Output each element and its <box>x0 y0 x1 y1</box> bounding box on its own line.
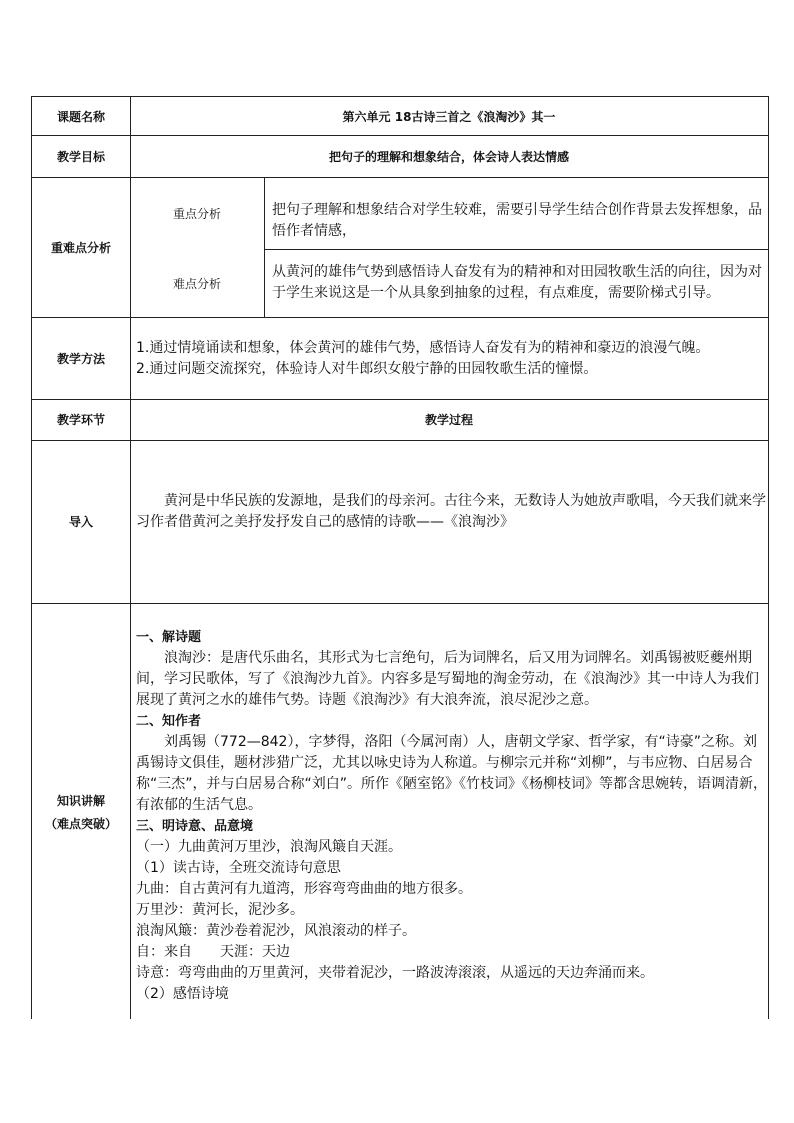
row-divider <box>264 249 768 250</box>
course-name-value: 第六单元 18古诗三首之《浪淘沙》其一 <box>342 109 556 124</box>
knowledge-sublabel: （难点突破） <box>44 817 117 831</box>
lesson-plan-table <box>31 96 769 1019</box>
objective-value: 把句子的理解和想象结合，体会诗人表达情感 <box>328 149 569 164</box>
knowledge-content <box>136 627 768 1005</box>
knowledge-label-block <box>32 787 130 837</box>
method-label: 教学方法 <box>56 351 105 366</box>
step-line: （1）读古诗，全班交流诗句意思 <box>136 860 341 876</box>
method-text <box>136 338 766 380</box>
poem-line: （一）九曲黄河万里沙，浪淘风簸自天涯。 <box>136 839 402 855</box>
note-line: 浪淘风簸：黄沙卷着泥沙，风浪滚动的样子。 <box>136 923 416 939</box>
row-divider <box>32 440 768 441</box>
key-analysis-label: 重点分析 <box>172 206 221 221</box>
method-line: 2.通过问题交流探究，体验诗人对牛郎织女般宁静的田园牧歌生活的憧憬。 <box>136 361 598 377</box>
section-title: 三、明诗意、品意境 <box>136 819 254 834</box>
key-analysis-text: 把句子理解和想象结合对学生较难，需要引导学生结合创作背景去发挥想象，品悟作者情感， <box>272 202 762 239</box>
section-text: 浪淘沙：是唐代乐曲名，其形式为七言绝句，后为词牌名，后又用为词牌名。刘禹锡被贬夔州期间，学习民歌体，写了《浪淘沙九首》。内容多是写蜀地的淘金劳动，在《浪淘沙》其一中诗人为我们展现了黄河之水的雄伟气势。诗题《浪淘沙》有大浪奔流，浪尽泥沙之意。 <box>136 650 759 708</box>
section-text: 刘禹锡（772—842），字梦得，洛阳（今属河南）人，唐朝文学家、哲学家，有“诗豪”之称。刘禹锡诗文俱佳，题材涉猎广泛，尤其以咏史诗为人称道。与柳宗元并称“刘柳”，与韦应物、白居易合称“三杰”，并与白居易合称“刘白”。所作《陋室铭》《竹枝词》《杨柳枝词》等都含思婉转，语调清新，有浓郁的生活气息。 <box>136 734 768 813</box>
intro-text: 黄河是中华民族的发源地，是我们的母亲河。古往今来，无数诗人为她放声歌唱，今天我们就来学习作者借黄河之美抒发抒发自己的感情的诗歌——《浪淘沙》 <box>136 493 766 530</box>
section-title: 二、知作者 <box>136 714 202 729</box>
intro-label: 导入 <box>68 515 93 529</box>
hard-analysis-text: 从黄河的雄伟气势到感悟诗人奋发有为的精神和对田园牧歌生活的向往，因为对于学生来说这是一个从具象到抽象的过程，有点难度，需要阶梯式引导。 <box>272 264 762 301</box>
column-divider <box>264 177 265 317</box>
phase-header: 教学环节 <box>56 413 105 427</box>
difficulty-label: 重难点分析 <box>50 240 111 255</box>
row-divider <box>32 603 768 604</box>
note-line: 自：来自 天涯：天边 <box>136 944 290 960</box>
note-line: 九曲：自古黄河有九道湾，形容弯弯曲曲的地方很多。 <box>136 881 472 897</box>
process-header: 教学过程 <box>424 413 473 427</box>
row-divider <box>32 317 768 318</box>
course-name-label: 课题名称 <box>56 109 105 124</box>
objective-label: 教学目标 <box>56 149 105 164</box>
meaning-line: 诗意：弯弯曲曲的万里黄河，夹带着泥沙，一路波涛滚滚，从遥远的天边奔涌而来。 <box>136 965 654 981</box>
knowledge-label: 知识讲解 <box>56 794 105 808</box>
note-line: 万里沙：黄河长，泥沙多。 <box>136 902 304 918</box>
hard-analysis-label: 难点分析 <box>172 276 221 291</box>
step-line: （2）感悟诗境 <box>136 986 229 1002</box>
method-line: 1.通过情境诵读和想象，体会黄河的雄伟气势，感悟诗人奋发有为的精神和豪迈的浪漫气魄。 <box>136 340 710 356</box>
section-title: 一、解诗题 <box>136 630 202 645</box>
